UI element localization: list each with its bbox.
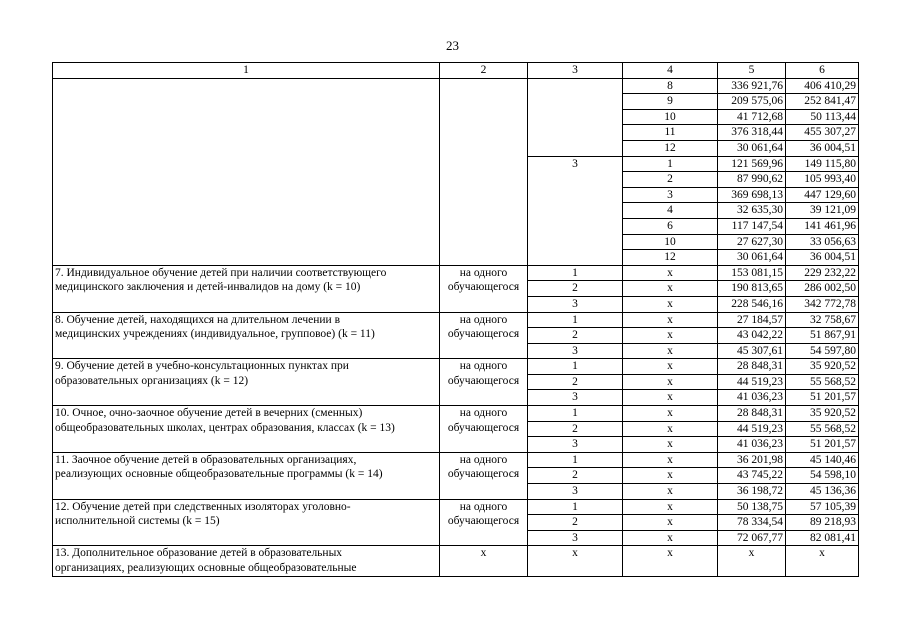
code-cell: x (623, 281, 718, 297)
value-cell: 27 184,57 (718, 312, 786, 328)
level-cell: 3 (528, 484, 623, 500)
text-line: обучающегося (447, 374, 520, 387)
empty-cell (440, 78, 528, 265)
value-cell: 141 461,96 (786, 218, 859, 234)
value-cell: 28 848,31 (718, 359, 786, 375)
section-description (53, 359, 440, 406)
empty-cell (53, 78, 440, 265)
value-cell: 89 218,93 (786, 515, 859, 531)
value-cell: 252 841,47 (786, 94, 859, 110)
code-cell: x (623, 265, 718, 281)
section-description (53, 452, 440, 499)
section-description (53, 546, 440, 576)
code-cell: x (623, 484, 718, 500)
value-cell: 30 061,64 (718, 140, 786, 156)
x-cell: x (718, 546, 786, 576)
value-cell: 41 036,23 (718, 437, 786, 453)
section-description (53, 499, 440, 546)
table-row (53, 546, 859, 576)
value-cell: 55 568,52 (786, 374, 859, 390)
value-cell: 44 519,23 (718, 374, 786, 390)
code-cell: 10 (623, 234, 718, 250)
text-line: обучающегося (447, 515, 520, 528)
level-cell: 1 (528, 406, 623, 422)
level-cell: 1 (528, 499, 623, 515)
table-row (53, 78, 859, 94)
code-cell: 11 (623, 125, 718, 141)
value-cell: 43 042,22 (718, 328, 786, 344)
code-cell: x (623, 515, 718, 531)
unit-cell (440, 359, 528, 406)
text-line: 13. Дополнительное образование детей в образовательных (55, 547, 343, 560)
empty-cell (528, 78, 623, 156)
level-cell: 3 (528, 296, 623, 312)
table-row (53, 406, 859, 422)
level-cell: 3 (528, 437, 623, 453)
value-cell: 54 598,10 (786, 468, 859, 484)
value-cell: 35 920,52 (786, 359, 859, 375)
text-line: общеобразовательных школах, центрах образования, классах (k = 13) (55, 421, 395, 434)
text-line: на одного (459, 500, 508, 513)
text-line: на одного (459, 313, 508, 326)
code-cell: x (623, 421, 718, 437)
table-row (53, 265, 859, 281)
value-cell: 39 121,09 (786, 203, 859, 219)
table-row (53, 312, 859, 328)
level-cell: 1 (528, 452, 623, 468)
x-cell: x (623, 546, 718, 576)
value-cell: 41 712,68 (718, 109, 786, 125)
value-cell: 286 002,50 (786, 281, 859, 297)
level-cell: 2 (528, 468, 623, 484)
unit-cell (440, 499, 528, 546)
value-cell: 36 004,51 (786, 140, 859, 156)
header-cell: 2 (440, 63, 528, 79)
header-cell: 1 (53, 63, 440, 79)
value-cell: 336 921,76 (718, 78, 786, 94)
x-cell: x (528, 546, 623, 576)
value-cell: 82 081,41 (786, 530, 859, 546)
code-cell: x (623, 437, 718, 453)
value-cell: 57 105,39 (786, 499, 859, 515)
value-cell: 51 201,57 (786, 437, 859, 453)
value-cell: 28 848,31 (718, 406, 786, 422)
text-line: медицинских учреждениях (индивидуальное, групповое) (k = 11) (55, 328, 375, 341)
value-cell: 41 036,23 (718, 390, 786, 406)
table-row (53, 499, 859, 515)
x-cell: x (440, 546, 528, 576)
value-cell: 44 519,23 (718, 421, 786, 437)
text-line: на одного (459, 453, 508, 466)
tariff-table (52, 62, 859, 577)
value-cell: 105 993,40 (786, 172, 859, 188)
value-cell: 369 698,13 (718, 187, 786, 203)
level-cell: 2 (528, 328, 623, 344)
section-description (53, 406, 440, 453)
level-cell: 2 (528, 374, 623, 390)
level-cell: 3 (528, 343, 623, 359)
text-line: 8. Обучение детей, находящихся на длительном лечении в (55, 313, 341, 326)
text-line: 10. Очное, очно-заочное обучение детей в вечерних (сменных) (55, 407, 363, 420)
value-cell: 228 546,16 (718, 296, 786, 312)
value-cell: 78 334,54 (718, 515, 786, 531)
value-cell: 87 990,62 (718, 172, 786, 188)
x-cell: x (786, 546, 859, 576)
code-cell: 3 (623, 187, 718, 203)
unit-cell (440, 265, 528, 312)
group-cell: 3 (528, 156, 623, 265)
value-cell: 27 627,30 (718, 234, 786, 250)
code-cell: x (623, 406, 718, 422)
section-description (53, 265, 440, 312)
code-cell: x (623, 452, 718, 468)
value-cell: 229 232,22 (786, 265, 859, 281)
code-cell: x (623, 328, 718, 344)
value-cell: 32 758,67 (786, 312, 859, 328)
section-description (53, 312, 440, 359)
level-cell: 1 (528, 265, 623, 281)
text-line: обучающегося (447, 421, 520, 434)
value-cell: 54 597,80 (786, 343, 859, 359)
value-cell: 50 113,44 (786, 109, 859, 125)
code-cell: 8 (623, 78, 718, 94)
level-cell: 3 (528, 530, 623, 546)
value-cell: 72 067,77 (718, 530, 786, 546)
value-cell: 447 129,60 (786, 187, 859, 203)
text-line: на одного (459, 266, 508, 279)
page-number: 23 (446, 38, 459, 53)
header-cell: 5 (718, 63, 786, 79)
value-cell: 406 410,29 (786, 78, 859, 94)
code-cell: 4 (623, 203, 718, 219)
code-cell: 12 (623, 250, 718, 266)
text-line: образовательных организациях (k = 12) (55, 374, 249, 387)
text-line: медицинского заключения и детей-инвалидов на дому (k = 10) (55, 281, 361, 294)
text-line: обучающегося (447, 468, 520, 481)
code-cell: 9 (623, 94, 718, 110)
text-line: организациях, реализующих основные общеобразовательные (55, 562, 357, 574)
code-cell: x (623, 312, 718, 328)
value-cell: 50 138,75 (718, 499, 786, 515)
code-cell: 12 (623, 140, 718, 156)
value-cell: 43 745,22 (718, 468, 786, 484)
text-line: обучающегося (447, 281, 520, 294)
table-row (53, 359, 859, 375)
header-cell: 4 (623, 63, 718, 79)
level-cell: 2 (528, 421, 623, 437)
text-line: 9. Обучение детей в учебно-консультационных пунктах при (55, 360, 349, 373)
text-line: 7. Индивидуальное обучение детей при наличии соответствующего (55, 266, 387, 279)
value-cell: 51 867,91 (786, 328, 859, 344)
value-cell: 376 318,44 (718, 125, 786, 141)
table-body (53, 63, 859, 577)
value-cell: 209 575,06 (718, 94, 786, 110)
code-cell: 1 (623, 156, 718, 172)
value-cell: 455 307,27 (786, 125, 859, 141)
value-cell: 36 198,72 (718, 484, 786, 500)
text-line: реализующих основные общеобразовательные программы (k = 14) (55, 468, 383, 481)
value-cell: 36 201,98 (718, 452, 786, 468)
header-row (53, 63, 859, 79)
value-cell: 45 140,46 (786, 452, 859, 468)
value-cell: 190 813,65 (718, 281, 786, 297)
level-cell: 2 (528, 281, 623, 297)
header-cell: 3 (528, 63, 623, 79)
value-cell: 55 568,52 (786, 421, 859, 437)
text-line: исполнительной системы (k = 15) (55, 515, 220, 528)
level-cell: 1 (528, 359, 623, 375)
level-cell: 3 (528, 390, 623, 406)
text-line: на одного (459, 360, 508, 373)
value-cell: 30 061,64 (718, 250, 786, 266)
value-cell: 32 635,30 (718, 203, 786, 219)
code-cell: 6 (623, 218, 718, 234)
table-row (53, 452, 859, 468)
code-cell: x (623, 530, 718, 546)
value-cell: 45 307,61 (718, 343, 786, 359)
header-cell: 6 (786, 63, 859, 79)
code-cell: x (623, 343, 718, 359)
value-cell: 117 147,54 (718, 218, 786, 234)
text-line: обучающегося (447, 328, 520, 341)
code-cell: x (623, 359, 718, 375)
value-cell: 51 201,57 (786, 390, 859, 406)
value-cell: 45 136,36 (786, 484, 859, 500)
value-cell: 35 920,52 (786, 406, 859, 422)
value-cell: 33 056,63 (786, 234, 859, 250)
level-cell: 2 (528, 515, 623, 531)
code-cell: x (623, 499, 718, 515)
text-line: 12. Обучение детей при следственных изоляторах уголовно- (55, 500, 351, 513)
code-cell: 2 (623, 172, 718, 188)
value-cell: 121 569,96 (718, 156, 786, 172)
unit-cell (440, 312, 528, 359)
code-cell: x (623, 296, 718, 312)
value-cell: 153 081,15 (718, 265, 786, 281)
level-cell: 1 (528, 312, 623, 328)
code-cell: 10 (623, 109, 718, 125)
code-cell: x (623, 374, 718, 390)
code-cell: x (623, 468, 718, 484)
text-line: 11. Заочное обучение детей в образовательных организациях, (55, 453, 357, 466)
value-cell: 149 115,80 (786, 156, 859, 172)
text-line: на одного (459, 407, 508, 420)
value-cell: 36 004,51 (786, 250, 859, 266)
unit-cell (440, 406, 528, 453)
value-cell: 342 772,78 (786, 296, 859, 312)
unit-cell (440, 452, 528, 499)
code-cell: x (623, 390, 718, 406)
